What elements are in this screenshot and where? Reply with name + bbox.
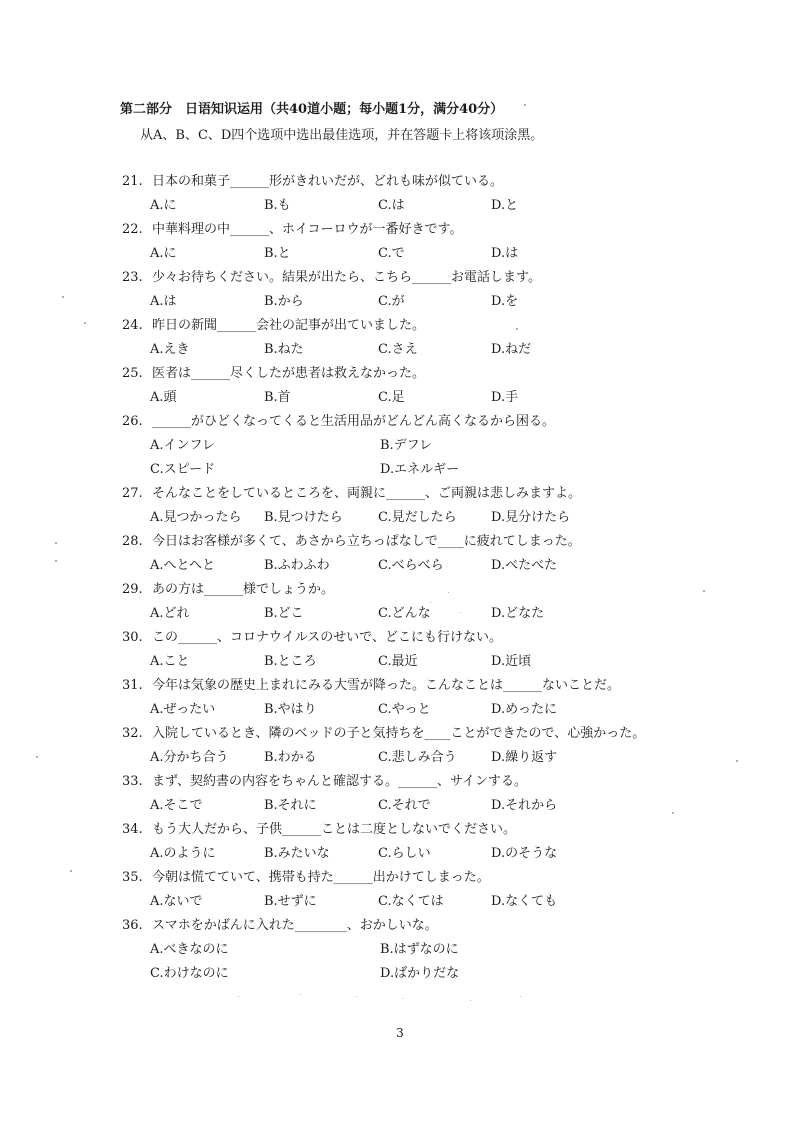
option-d: D.どなた: [491, 606, 545, 621]
option-c: C.は: [378, 198, 405, 213]
question-32: [0, 718, 794, 766]
scan-speck: [238, 996, 239, 997]
option-a: A.に: [150, 246, 177, 261]
question-number: 36.: [122, 918, 143, 933]
scan-speck: [36, 756, 38, 758]
question-stem: [122, 532, 581, 552]
option-row: [150, 796, 710, 816]
option-c: C.が: [378, 294, 405, 309]
question-36: [0, 910, 794, 982]
question-text: 今年は気象の歴史上まれにみる大雪が降った。こんなことは______ないことだ。: [152, 678, 621, 693]
question-30: [0, 622, 794, 670]
option-c: C.べらべら: [378, 558, 444, 573]
question-number: 35.: [122, 870, 143, 885]
option-row: [150, 964, 710, 984]
question-number: 34.: [122, 822, 143, 837]
question-34: [0, 814, 794, 862]
question-number: 28.: [122, 534, 143, 549]
scan-speck: [55, 560, 57, 562]
question-text: 日本の和菓子______形がきれいだが、どれも味が似ている。: [152, 174, 504, 189]
option-row: [150, 556, 710, 576]
option-row: [150, 748, 710, 768]
question-stem: [122, 820, 516, 840]
scan-speck: [84, 322, 86, 324]
option-b: B.ふわふわ: [264, 558, 330, 573]
option-c: C.見だしたら: [378, 510, 457, 525]
question-stem: [122, 916, 438, 936]
scan-speck: [55, 542, 57, 544]
question-stem: [122, 484, 581, 504]
option-row: [150, 388, 710, 408]
question-text: もう大人だから、子供______ことは二度としないでください。: [152, 822, 517, 837]
option-c: C.わけなのに: [150, 966, 229, 981]
option-b: B.せずに: [264, 894, 317, 909]
option-d: D.を: [491, 294, 519, 309]
option-b: B.見つけたら: [264, 510, 343, 525]
question-number: 25.: [122, 366, 143, 381]
scan-speck: [460, 612, 461, 613]
question-list: [0, 166, 794, 982]
option-b: B.首: [264, 390, 291, 405]
option-d: D.手: [491, 390, 519, 405]
option-row: [150, 700, 710, 720]
question-number: 23.: [122, 270, 143, 285]
scan-speck: [448, 592, 449, 593]
option-d: D.なくても: [491, 894, 558, 909]
option-d: D.繰り返す: [491, 750, 558, 765]
option-row: [150, 436, 710, 456]
option-a: A.見つかったら: [150, 510, 242, 525]
option-a: A.は: [150, 294, 177, 309]
scan-speck: [524, 104, 526, 106]
option-d: D.それから: [491, 798, 558, 813]
option-a: A.に: [150, 198, 177, 213]
question-text: まず、契約書の内容をちゃんと確認する。______、サインする。: [152, 774, 528, 789]
option-row: [150, 460, 710, 480]
question-text: あの方は______様でしょうか。: [152, 582, 335, 597]
option-c: C.らしい: [378, 846, 431, 861]
scan-speck: [736, 760, 738, 762]
scan-speck: [672, 812, 674, 814]
option-a: A.どれ: [150, 606, 190, 621]
option-row: [150, 604, 710, 624]
question-text: ______がひどくなってくると生活用品がどんどん高くなるから困る。: [152, 414, 556, 429]
option-a: A.べきなのに: [150, 942, 229, 957]
question-31: [0, 670, 794, 718]
option-row: [150, 196, 710, 216]
option-a: A.そこで: [150, 798, 203, 813]
option-row: [150, 340, 710, 360]
option-row: [150, 892, 710, 912]
option-d: D.見分けたら: [491, 510, 571, 525]
question-stem: [122, 172, 503, 192]
option-c: C.で: [378, 246, 405, 261]
option-c: C.悲しみ合う: [378, 750, 457, 765]
option-row: [150, 652, 710, 672]
option-c: C.さえ: [378, 342, 418, 357]
section-instruction: 从A、B、C、D四个选项中选出最佳选项，并在答题卡上将该项涂黑。: [140, 128, 544, 143]
question-27: [0, 478, 794, 526]
question-text: 今朝は慌てていて、携帯も持た______出かけてしまった。: [152, 870, 490, 885]
option-b: B.それに: [264, 798, 317, 813]
question-28: [0, 526, 794, 574]
question-stem: [122, 868, 490, 888]
option-a: A.ぜったい: [150, 702, 216, 717]
question-stem: [122, 580, 334, 600]
option-c: C.やっと: [378, 702, 431, 717]
option-b: B.ねた: [264, 342, 304, 357]
option-d: D.エネルギー: [380, 462, 460, 477]
option-d: D.は: [491, 246, 519, 261]
question-stem: [122, 772, 527, 792]
option-c: C.なくては: [378, 894, 444, 909]
question-26: [0, 406, 794, 478]
option-b: B.やはり: [264, 702, 317, 717]
question-21: [0, 166, 794, 214]
question-25: [0, 358, 794, 406]
question-number: 30.: [122, 630, 143, 645]
question-23: [0, 262, 794, 310]
question-number: 33.: [122, 774, 143, 789]
question-stem: [122, 316, 425, 336]
scan-speck: [356, 996, 357, 997]
question-22: [0, 214, 794, 262]
option-b: B.みたいな: [264, 846, 330, 861]
question-text: 医者は______尽くしたが患者は救えなかった。: [152, 366, 426, 381]
question-number: 24.: [122, 318, 143, 333]
option-b: B.も: [264, 198, 291, 213]
question-stem: [122, 412, 555, 432]
option-c: C.それで: [378, 798, 431, 813]
option-c: C.スピード: [150, 462, 216, 477]
question-stem: [122, 676, 620, 696]
option-b: B.はずなのに: [380, 942, 459, 957]
question-text: 入院しているとき、隣のベッドの子と気持ちを____ことができたので、心強かった。: [152, 726, 646, 741]
option-a: A.分かち合う: [150, 750, 229, 765]
option-d: D.べたべた: [491, 558, 558, 573]
question-number: 22.: [122, 222, 143, 237]
option-b: B.わかる: [264, 750, 317, 765]
option-a: A.ないで: [150, 894, 203, 909]
scan-speck: [470, 1000, 471, 1001]
question-number: 29.: [122, 582, 143, 597]
question-number: 27.: [122, 486, 143, 501]
question-29: [0, 574, 794, 622]
scan-speck: [703, 590, 705, 592]
question-text: 今日はお客様が多くて、あさから立ちっぱなしで____に疲れてしまった。: [152, 534, 581, 549]
option-a: A.こと: [150, 654, 190, 669]
question-stem: [122, 268, 541, 288]
option-b: B.デフレ: [380, 438, 433, 453]
option-d: D.と: [491, 198, 519, 213]
option-c: C.どんな: [378, 606, 431, 621]
option-d: D.近頃: [491, 654, 532, 669]
scan-speck: [300, 994, 301, 995]
question-stem: [122, 364, 425, 384]
question-stem: [122, 628, 502, 648]
option-b: B.から: [264, 294, 304, 309]
option-a: A.のように: [150, 846, 216, 861]
option-row: [150, 940, 710, 960]
option-a: A.えき: [150, 342, 190, 357]
question-stem: [122, 724, 645, 744]
question-text: 少々お待ちください。結果が出たら、こちら______お電話します。: [152, 270, 541, 285]
scan-speck: [520, 996, 521, 997]
scan-speck: [430, 602, 431, 603]
option-d: D.のそうな: [491, 846, 558, 861]
option-a: A.へとへと: [150, 558, 216, 573]
question-24: [0, 310, 794, 358]
option-b: B.と: [264, 246, 291, 261]
option-d: D.ねだ: [491, 342, 532, 357]
question-text: この______、コロナウイルスのせいで、どこにも行けない。: [152, 630, 502, 645]
question-text: スマホをかばんに入れた________、おかしいな。: [152, 918, 438, 933]
question-number: 26.: [122, 414, 143, 429]
scan-speck: [402, 998, 403, 999]
question-number: 31.: [122, 678, 143, 693]
question-number: 32.: [122, 726, 143, 741]
option-row: [150, 244, 710, 264]
question-number: 21.: [122, 174, 143, 189]
option-row: [150, 844, 710, 864]
option-b: B.どこ: [264, 606, 304, 621]
scan-speck: [70, 870, 72, 872]
option-d: D.めったに: [491, 702, 557, 717]
page-number: 3: [396, 1026, 404, 1040]
option-b: B.ところ: [264, 654, 317, 669]
option-d: D.ばかりだな: [380, 966, 460, 981]
option-a: A.頭: [150, 390, 177, 405]
question-text: 中華料理の中______、ホイコーロウが一番好きです。: [152, 222, 463, 237]
scan-speck: [516, 328, 518, 330]
question-stem: [122, 220, 462, 240]
option-c: C.最近: [378, 654, 418, 669]
question-35: [0, 862, 794, 910]
option-c: C.足: [378, 390, 405, 405]
question-text: そんなことをしているところを、両親に______、ご両親は悲しみますよ。: [152, 486, 582, 501]
option-row: [150, 292, 710, 312]
option-row: [150, 508, 710, 528]
option-a: A.インフレ: [150, 438, 216, 453]
scan-speck: [62, 296, 64, 298]
question-33: [0, 766, 794, 814]
section-title: 第二部分 日语知识运用（共40道小题；每小题1分，满分40分）: [120, 102, 504, 117]
question-text: 昨日の新聞______会社の記事が出ていました。: [152, 318, 426, 333]
